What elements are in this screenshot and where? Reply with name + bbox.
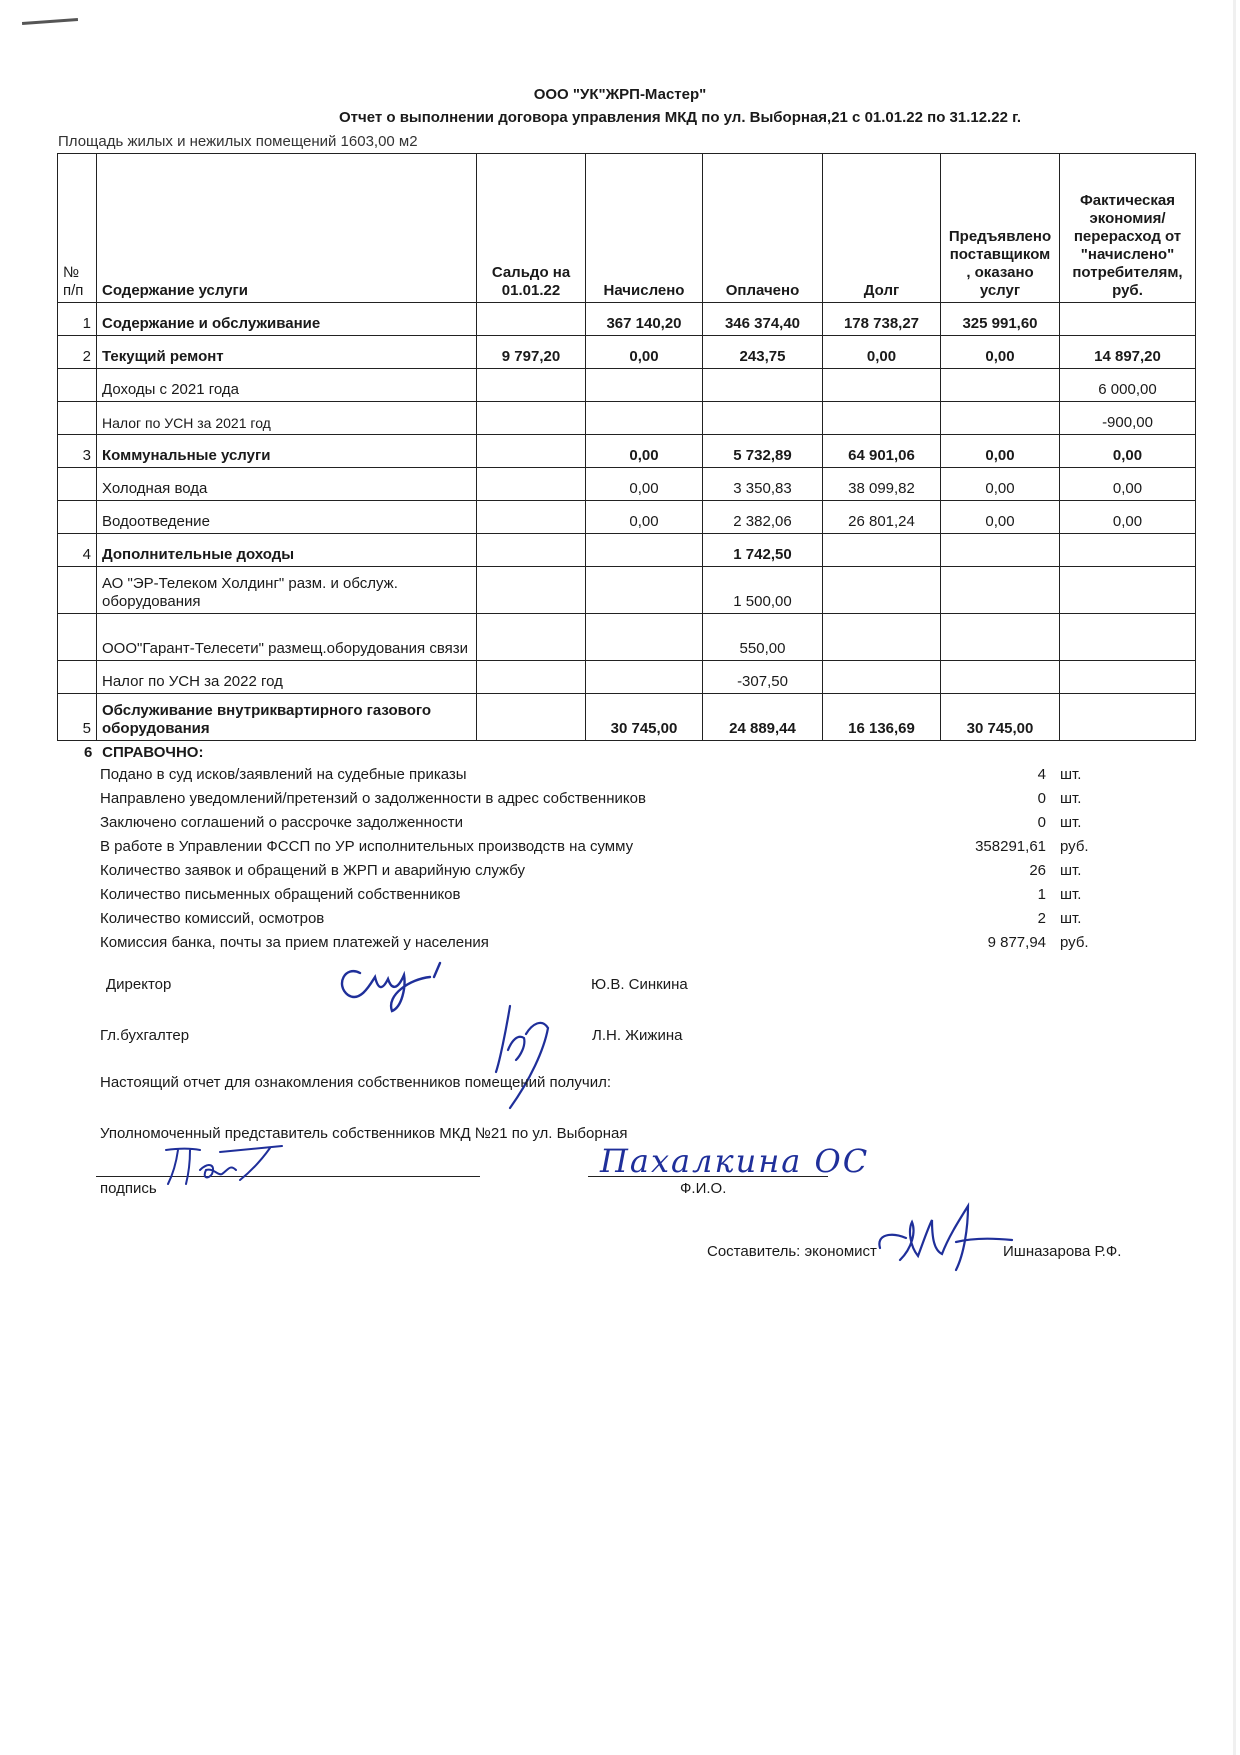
reference-value: 9 877,94 [987, 934, 1046, 951]
row-charged: 0,00 [586, 435, 703, 468]
row-savings [1060, 303, 1196, 336]
row-paid: 550,00 [703, 614, 823, 661]
row-saldo [477, 435, 586, 468]
reference-value: 0 [1037, 790, 1046, 807]
reference-value: 4 [1037, 766, 1046, 783]
row-num [58, 402, 97, 435]
reference-value: 358291,61 [975, 838, 1046, 855]
row-num: 2 [58, 336, 97, 369]
row-charged: 0,00 [586, 336, 703, 369]
row-num [58, 369, 97, 402]
row-num: 1 [58, 303, 97, 336]
reference-unit: шт. [1060, 910, 1082, 927]
table-row [58, 661, 1196, 694]
reference-unit: шт. [1060, 790, 1082, 807]
reference-unit: шт. [1060, 766, 1082, 783]
row-debt [823, 567, 941, 614]
reference-label: Заключено соглашений о рассрочке задолженности [100, 814, 463, 831]
reference-label: Количество письменных обращений собственников [100, 886, 461, 903]
signature-label: подпись [100, 1180, 157, 1197]
row-presented [941, 614, 1060, 661]
row-paid: 1 742,50 [703, 534, 823, 567]
reference-unit: руб. [1060, 934, 1089, 951]
reference-item [84, 883, 1134, 907]
reference-title-text: СПРАВОЧНО: [102, 744, 204, 761]
received-text: Настоящий отчет для ознакомления собственников помещений получил: [100, 1074, 612, 1091]
director-signature [330, 955, 470, 1015]
row-num: 5 [58, 694, 97, 741]
table-row [58, 534, 1196, 567]
row-num [58, 661, 97, 694]
row-charged: 367 140,20 [586, 303, 703, 336]
row-service: Холодная вода [97, 468, 477, 501]
row-saldo [477, 694, 586, 741]
reference-label: Комиссия банка, почты за прием платежей у населения [100, 934, 489, 951]
reference-unit: шт. [1060, 886, 1082, 903]
director-name: Ю.В. Синкина [591, 976, 688, 993]
accountant-signature [470, 1000, 600, 1130]
row-savings: 0,00 [1060, 468, 1196, 501]
col-header-num: № п/п [58, 154, 97, 303]
row-service: Водоотведение [97, 501, 477, 534]
fio-label: Ф.И.О. [680, 1180, 727, 1197]
reference-item [84, 907, 1134, 931]
accountant-name: Л.Н. Жижина [592, 1027, 683, 1044]
row-service: Доходы с 2021 года [97, 369, 477, 402]
row-charged [586, 661, 703, 694]
row-num [58, 501, 97, 534]
row-debt: 26 801,24 [823, 501, 941, 534]
table-row [58, 614, 1196, 661]
col-header-charged: Начислено [586, 154, 703, 303]
row-paid: 3 350,83 [703, 468, 823, 501]
row-presented: 30 745,00 [941, 694, 1060, 741]
row-savings: 0,00 [1060, 435, 1196, 468]
row-saldo [477, 534, 586, 567]
row-charged: 30 745,00 [586, 694, 703, 741]
row-debt [823, 614, 941, 661]
accountant-title: Гл.бухгалтер [100, 1027, 190, 1044]
row-service: АО "ЭР-Телеком Холдинг" разм. и обслуж. оборудования [97, 567, 477, 614]
row-debt [823, 369, 941, 402]
compiler-signature [872, 1198, 1012, 1278]
reference-item [84, 835, 1134, 859]
reference-unit: руб. [1060, 838, 1089, 855]
scan-edge [1233, 0, 1236, 1755]
reference-section [84, 744, 1134, 955]
area-info: Площадь жилых и нежилых помещений 1603,00 м2 [58, 133, 418, 150]
row-num: 4 [58, 534, 97, 567]
representative-signature [160, 1140, 290, 1190]
col-header-savings: Фактическая экономия/перерасход от "начислено" потребителям, руб. [1060, 154, 1196, 303]
col-header-saldo: Сальдо на 01.01.22 [477, 154, 586, 303]
row-charged [586, 402, 703, 435]
row-debt [823, 661, 941, 694]
reference-value: 0 [1037, 814, 1046, 831]
row-debt: 38 099,82 [823, 468, 941, 501]
row-debt [823, 534, 941, 567]
row-service: Текущий ремонт [97, 336, 477, 369]
row-debt: 64 901,06 [823, 435, 941, 468]
table-row [58, 336, 1196, 369]
row-charged: 0,00 [586, 468, 703, 501]
row-charged [586, 369, 703, 402]
reference-item [84, 787, 1134, 811]
report-table [57, 153, 1196, 741]
row-savings: 0,00 [1060, 501, 1196, 534]
row-paid [703, 369, 823, 402]
reference-item [84, 931, 1134, 955]
reference-label: В работе в Управлении ФССП по УР исполнительных производств на сумму [100, 838, 634, 855]
representative-text: Уполномоченный представитель собственников МКД №21 по ул. Выборная [100, 1125, 628, 1142]
row-savings [1060, 661, 1196, 694]
row-paid: 346 374,40 [703, 303, 823, 336]
scan-artifact [22, 18, 78, 25]
table-row [58, 501, 1196, 534]
row-service: Дополнительные доходы [97, 534, 477, 567]
row-savings [1060, 614, 1196, 661]
row-savings [1060, 534, 1196, 567]
row-service: Содержание и обслуживание [97, 303, 477, 336]
row-charged [586, 567, 703, 614]
table-row [58, 402, 1196, 435]
col-header-paid: Оплачено [703, 154, 823, 303]
handwritten-name: Пахалкина ОС [600, 1142, 870, 1180]
table-row [58, 468, 1196, 501]
row-debt: 16 136,69 [823, 694, 941, 741]
row-saldo: 9 797,20 [477, 336, 586, 369]
row-service: Коммунальные услуги [97, 435, 477, 468]
report-title: Отчет о выполнении договора управления МКД по ул. Выборная,21 с 01.01.22 по 31.12.22 г. [339, 109, 1021, 126]
row-paid: 243,75 [703, 336, 823, 369]
row-saldo [477, 567, 586, 614]
row-saldo [477, 614, 586, 661]
row-num [58, 567, 97, 614]
row-charged [586, 614, 703, 661]
reference-item [84, 859, 1134, 883]
row-paid: -307,50 [703, 661, 823, 694]
row-presented: 0,00 [941, 435, 1060, 468]
row-saldo [477, 661, 586, 694]
table-header-row [58, 154, 1196, 303]
row-presented [941, 534, 1060, 567]
row-service: Обслуживание внутриквартирного газового оборудования [97, 694, 477, 741]
row-num: 3 [58, 435, 97, 468]
reference-label: Количество комиссий, осмотров [100, 910, 325, 927]
reference-item [84, 811, 1134, 835]
row-debt: 0,00 [823, 336, 941, 369]
reference-unit: шт. [1060, 814, 1082, 831]
row-presented [941, 402, 1060, 435]
reference-label: Количество заявок и обращений в ЖРП и аварийную службу [100, 862, 525, 879]
row-savings: 14 897,20 [1060, 336, 1196, 369]
row-num [58, 468, 97, 501]
row-saldo [477, 501, 586, 534]
row-savings [1060, 567, 1196, 614]
reference-title [84, 744, 1134, 761]
row-saldo [477, 303, 586, 336]
compiler-name: Ишназарова Р.Ф. [1003, 1243, 1122, 1260]
compiler-title: Составитель: экономист [707, 1243, 877, 1260]
reference-num: 6 [84, 744, 93, 761]
row-charged [586, 534, 703, 567]
row-savings: -900,00 [1060, 402, 1196, 435]
row-num [58, 614, 97, 661]
row-debt: 178 738,27 [823, 303, 941, 336]
row-paid: 5 732,89 [703, 435, 823, 468]
row-presented: 325 991,60 [941, 303, 1060, 336]
row-saldo [477, 402, 586, 435]
row-paid: 24 889,44 [703, 694, 823, 741]
table-row [58, 303, 1196, 336]
row-presented: 0,00 [941, 468, 1060, 501]
row-presented [941, 369, 1060, 402]
reference-label: Подано в суд исков/заявлений на судебные приказы [100, 766, 467, 783]
row-savings: 6 000,00 [1060, 369, 1196, 402]
reference-value: 2 [1037, 910, 1046, 927]
reference-value: 26 [1029, 862, 1046, 879]
row-savings [1060, 694, 1196, 741]
row-charged: 0,00 [586, 501, 703, 534]
table-row [58, 369, 1196, 402]
table-row [58, 694, 1196, 741]
row-debt [823, 402, 941, 435]
col-header-presented: Предъявлено поставщиком , оказано услуг [941, 154, 1060, 303]
reference-value: 1 [1037, 886, 1046, 903]
row-service: Налог по УСН за 2022 год [97, 661, 477, 694]
reference-unit: шт. [1060, 862, 1082, 879]
row-saldo [477, 369, 586, 402]
row-presented: 0,00 [941, 336, 1060, 369]
company-name: ООО "УК"ЖРП-Мастер" [533, 86, 707, 103]
col-header-service: Содержание услуги [97, 154, 477, 303]
row-presented [941, 567, 1060, 614]
row-presented [941, 661, 1060, 694]
row-paid [703, 402, 823, 435]
table-row [58, 567, 1196, 614]
row-presented: 0,00 [941, 501, 1060, 534]
row-paid: 2 382,06 [703, 501, 823, 534]
row-service: ООО"Гарант-Телесети" размещ.оборудования связи [97, 614, 477, 661]
reference-label: Направлено уведомлений/претензий о задолженности в адрес собственников [100, 790, 646, 807]
table-row [58, 435, 1196, 468]
director-title: Директор [106, 976, 172, 993]
reference-item [84, 763, 1134, 787]
row-paid: 1 500,00 [703, 567, 823, 614]
col-header-debt: Долг [823, 154, 941, 303]
row-service: Налог по УСН за 2021 год [97, 402, 477, 435]
row-saldo [477, 468, 586, 501]
